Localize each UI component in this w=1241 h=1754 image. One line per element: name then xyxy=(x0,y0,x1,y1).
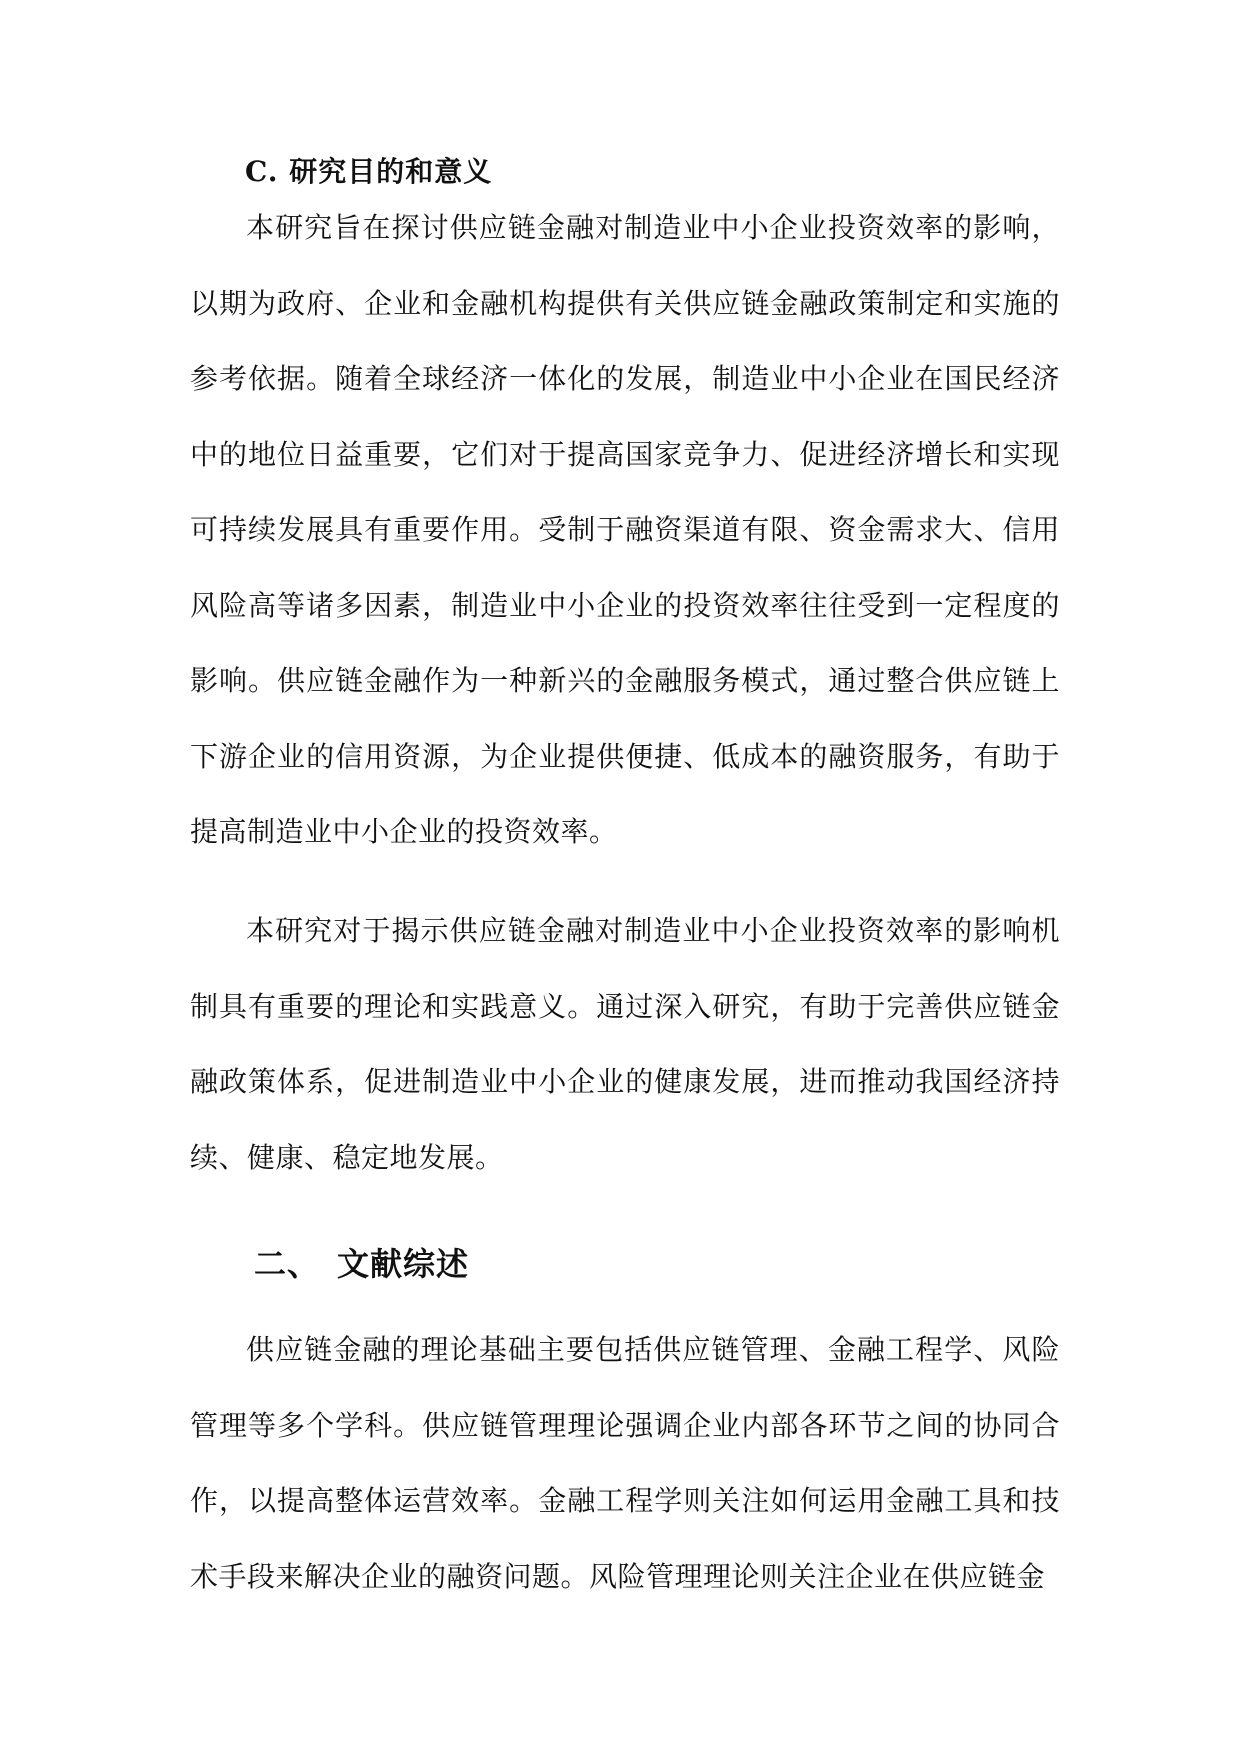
section-title: 文献综述 xyxy=(337,1245,470,1283)
paragraph-text: 供应链金融的理论基础主要包括供应链管理、金融工程学、风险管理等多个学科。供应链管理理论强调企业内部各环节之间的协同合作，以提高整体运营效率。金融工程学则关注如何运用金融工具和技术手段来解决企业的融资问题。风险管理理论则关注企业在供应链金 xyxy=(190,1333,1060,1593)
section-2-heading xyxy=(254,1240,469,1288)
paragraph-significance xyxy=(190,893,1060,1195)
paragraph-purpose xyxy=(190,190,1060,870)
section-number: 二、 xyxy=(254,1245,321,1283)
section-c-heading: C. 研究目的和意义 xyxy=(245,155,493,188)
paragraph-text: 本研究旨在探讨供应链金融对制造业中小企业投资效率的影响，以期为政府、企业和金融机构提供有关供应链金融政策制定和实施的参考依据。随着全球经济一体化的发展，制造业中小企业在国民经济中的地位日益重要，它们对于提高国家竞争力、促进经济增长和实现可持续发展具有重要作用。受制于融资渠道有限、资金需求大、信用风险高等诸多因素，制造业中小企业的投资效率往往受到一定程度的影响。供应链金融作为一种新兴的金融服务模式，通过整合供应链上下游企业的信用资源，为企业提供便捷、低成本的融资服务，有助于提高制造业中小企业的投资效率。 xyxy=(190,211,1060,848)
paragraph-text: 本研究对于揭示供应链金融对制造业中小企业投资效率的影响机制具有重要的理论和实践意义。通过深入研究，有助于完善供应链金融政策体系，促进制造业中小企业的健康发展，进而推动我国经济持续、健康、稳定地发展。 xyxy=(190,914,1060,1174)
paragraph-literature xyxy=(190,1312,1060,1614)
